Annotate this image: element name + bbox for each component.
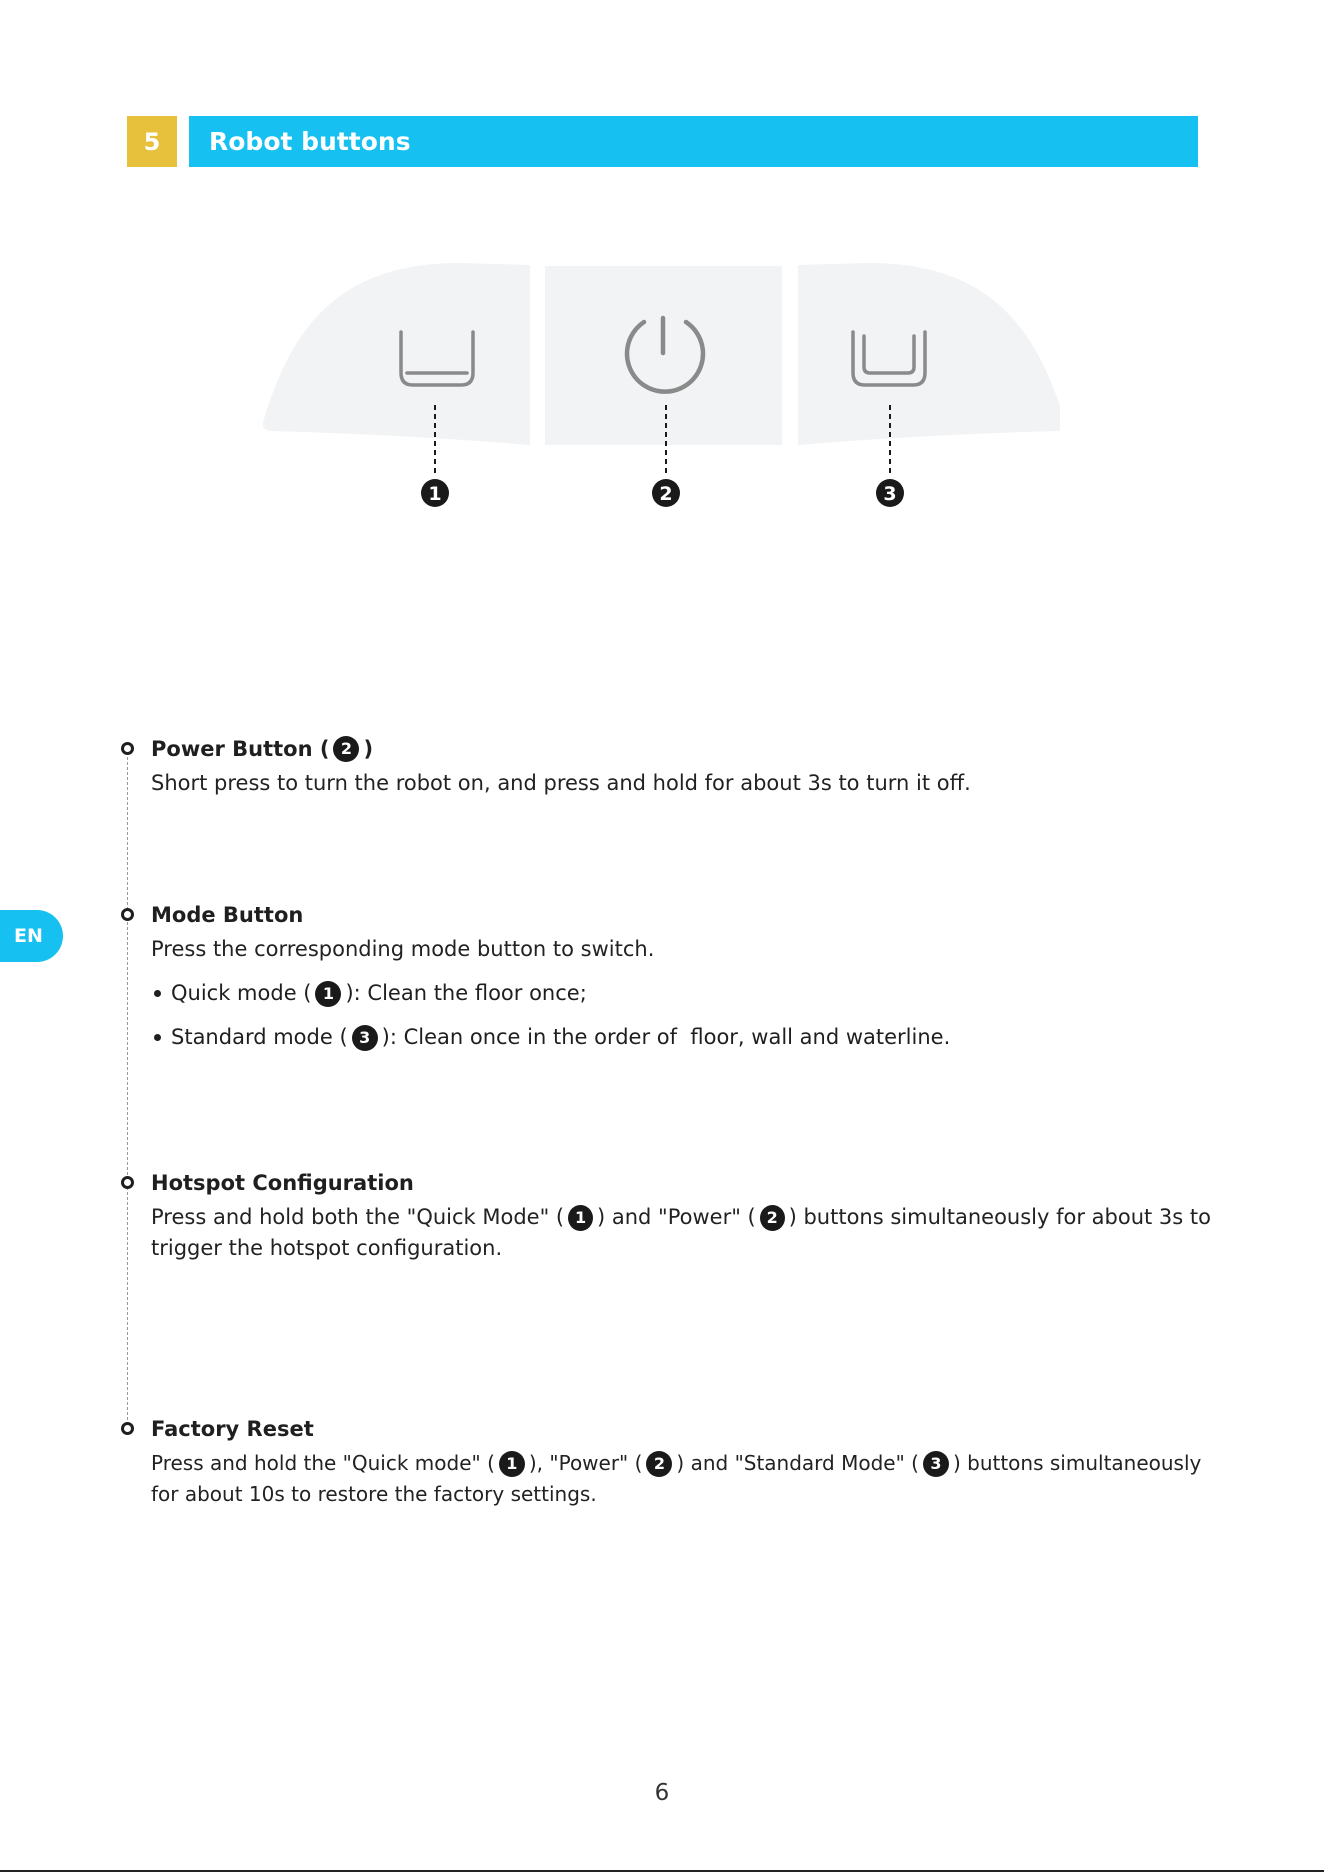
- power-button-description: Short press to turn the robot on, and press and hold for about 3s to turn it off.: [151, 771, 971, 795]
- section-title-bar: [189, 116, 1198, 167]
- badge-2: 2: [333, 736, 359, 762]
- hotspot-configuration-description: Press and hold both the "Quick Mode" ( 1 ) and "Power" ( 2 ) buttons simultaneously for about 3s to trigger the hotspot configuration.: [151, 1205, 1211, 1260]
- quick-mode-bullet: Quick mode ( 1 ): Clean the floor once;: [151, 978, 1211, 1009]
- language-tab: EN: [0, 910, 63, 962]
- badge-2: 2: [760, 1205, 785, 1231]
- mode-button-section: [151, 900, 1211, 1053]
- mode-button-title: Mode Button: [151, 903, 304, 927]
- badge-3: 3: [923, 1451, 949, 1477]
- factory-reset-description: Press and hold the "Quick mode" ( 1 ), "Power" ( 2 ) and "Standard Mode" ( 3 ) buttons simultaneously for about 10s to restore the factory settings.: [151, 1451, 1202, 1506]
- timeline-marker-power: [121, 742, 134, 755]
- bullet-dot: [154, 1034, 161, 1041]
- callout-2: 2: [659, 483, 673, 505]
- section-title: Robot buttons: [209, 127, 411, 156]
- factory-reset-section: [151, 1414, 1211, 1510]
- badge-1: 1: [315, 981, 341, 1007]
- callout-3: 3: [883, 483, 897, 505]
- badge-1: 1: [499, 1451, 525, 1477]
- timeline-marker-mode: [121, 908, 134, 921]
- robot-buttons-diagram: [260, 255, 1060, 525]
- quick-mode-panel: [263, 263, 530, 445]
- badge-1: 1: [568, 1205, 593, 1231]
- timeline-line: [127, 757, 128, 1425]
- standard-mode-bullet: Standard mode ( 3 ): Clean once in the order of floor, wall and waterline.: [151, 1022, 1211, 1053]
- standard-mode-panel: [798, 263, 1060, 445]
- section-header: [127, 116, 1198, 167]
- mode-button-description: Press the corresponding mode button to switch.: [151, 937, 655, 961]
- section-number: 5: [127, 116, 177, 167]
- bullet-dot: [154, 990, 161, 997]
- power-panel: [545, 266, 782, 445]
- factory-reset-title: Factory Reset: [151, 1417, 314, 1441]
- page-number: 6: [654, 1780, 670, 1806]
- hotspot-configuration-title: Hotspot Configuration: [151, 1171, 414, 1195]
- hotspot-configuration-section: [151, 1168, 1211, 1264]
- badge-2: 2: [646, 1451, 672, 1477]
- callout-1: 1: [428, 483, 442, 505]
- timeline-marker-hotspot: [121, 1176, 134, 1189]
- badge-3: 3: [352, 1025, 378, 1051]
- timeline-marker-reset: [121, 1422, 134, 1435]
- power-button-title: Power Button ( 2 ): [151, 737, 374, 761]
- power-button-section: [151, 734, 1211, 799]
